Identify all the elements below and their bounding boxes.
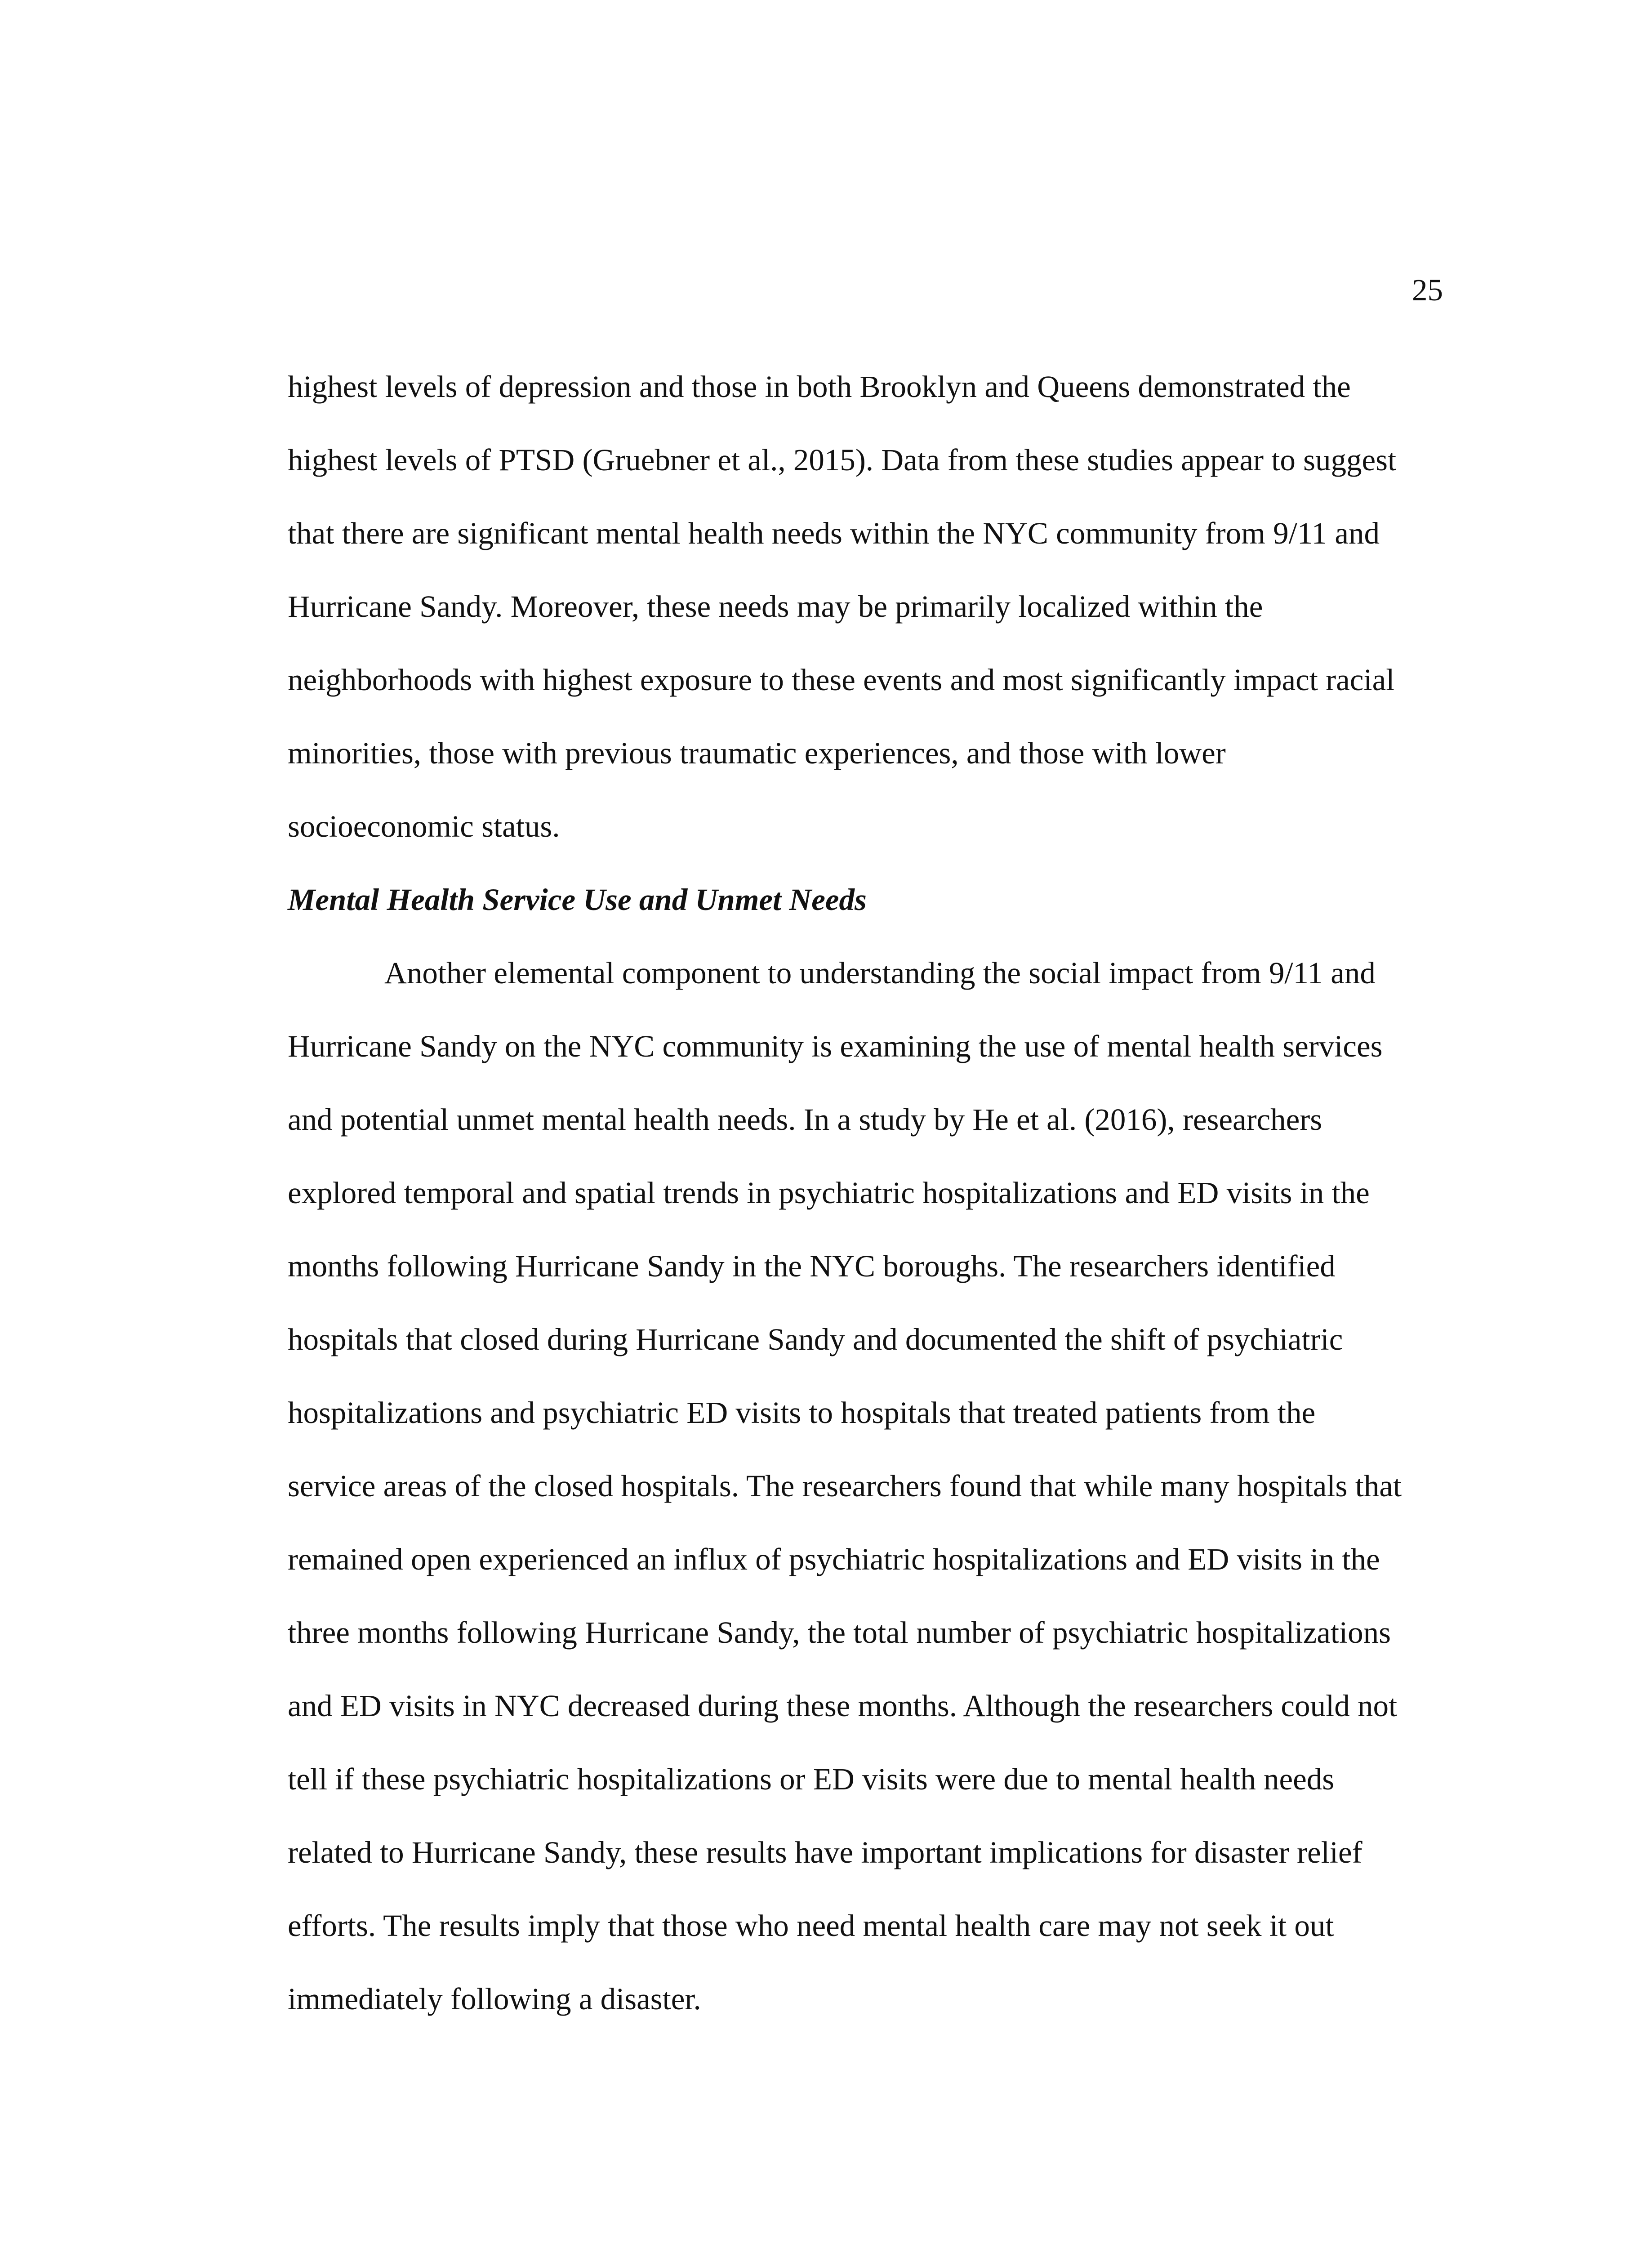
text-line: explored temporal and spatial trends in psychiatric hospitalizations and ED visits in the	[288, 1176, 1370, 1210]
text-line: immediately following a disaster.	[288, 1982, 701, 2016]
text-line: service areas of the closed hospitals. The researchers found that while many hospitals that	[288, 1469, 1402, 1503]
text-line: tell if these psychiatric hospitalizations or ED visits were due to mental health needs	[288, 1762, 1335, 1796]
text-line: related to Hurricane Sandy, these results have important implications for disaster relief	[288, 1835, 1363, 1869]
text-line: highest levels of depression and those in both Brooklyn and Queens demonstrated the	[288, 370, 1351, 404]
text-line: hospitalizations and psychiatric ED visits to hospitals that treated patients from the	[288, 1396, 1316, 1430]
text-line: highest levels of PTSD (Gruebner et al., 2015). Data from these studies appear to suggest	[288, 443, 1397, 477]
text-line: remained open experienced an influx of psychiatric hospitalizations and ED visits in the	[288, 1542, 1380, 1576]
text-line: socioeconomic status.	[288, 809, 560, 843]
text-line: that there are significant mental health needs within the NYC community from 9/11 and	[288, 516, 1380, 550]
text-line: efforts. The results imply that those who need mental health care may not seek it out	[288, 1909, 1334, 1943]
text-line: and ED visits in NYC decreased during these months. Although the researchers could not	[288, 1689, 1398, 1723]
text-line: neighborhoods with highest exposure to these events and most significantly impact racial	[288, 663, 1395, 697]
text-line: hospitals that closed during Hurricane Sandy and documented the shift of psychiatric	[288, 1322, 1343, 1356]
text-line: Hurricane Sandy on the NYC community is examining the use of mental health services	[288, 1029, 1383, 1063]
text-line: Another elemental component to understanding the social impact from 9/11 and	[384, 956, 1376, 990]
text-line: minorities, those with previous traumatic experiences, and those with lower	[288, 736, 1226, 770]
text-line: and potential unmet mental health needs. In a study by He et al. (2016), researchers	[288, 1102, 1322, 1137]
section-heading: Mental Health Service Use and Unmet Needs	[288, 883, 867, 917]
page-number: 25	[1412, 273, 1443, 307]
text-line: Hurricane Sandy. Moreover, these needs may be primarily localized within the	[288, 589, 1263, 624]
text-line: months following Hurricane Sandy in the NYC boroughs. The researchers identified	[288, 1249, 1336, 1283]
text-line: three months following Hurricane Sandy, the total number of psychiatric hospitalizations	[288, 1615, 1391, 1650]
